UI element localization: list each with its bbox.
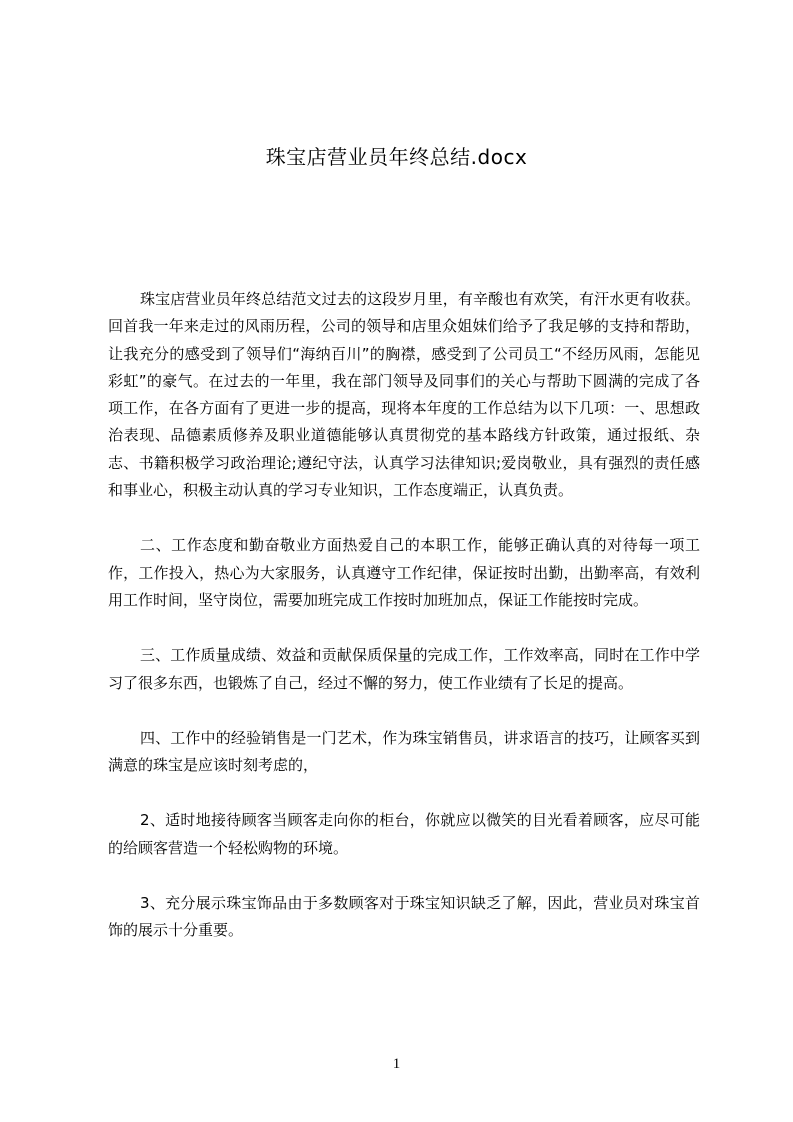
paragraph-work-attitude: 二、工作态度和勤奋敬业方面热爱自己的本职工作，能够正确认真的对待每一项工作，工作投入，热心为大家服务，认真遵守工作纪律，保证按时出勤，出勤率高，有效利用工作时间，坚守岗位，需要加班完成工作按时加班加点，保证工作能按时完成。 [108,536,700,609]
paragraph-greet-customers: 2、适时地接待顾客当顾客走向你的柜台，你就应以微笑的目光看着顾客，应尽可能的给顾客营造一个轻松购物的环境。 [108,811,700,857]
paragraph-work-experience: 四、工作中的经验销售是一门艺术，作为珠宝销售员，讲求语言的技巧，让顾客买到满意的珠宝是应该时刻考虑的， [108,728,700,775]
document-body [108,286,700,973]
page-number: 1 [392,1056,401,1072]
paragraph-work-quality: 三、工作质量成绩、效益和贡献保质保量的完成工作，工作效率高，同时在工作中学习了很多东西，也锻炼了自己，经过不懈的努力，使工作业绩有了长足的提高。 [108,646,700,692]
paragraph-intro: 珠宝店营业员年终总结范文过去的这段岁月里，有辛酸也有欢笑，有汗水更有收获。回首我一年来走过的风雨历程，公司的领导和店里众姐妹们给予了我足够的支持和帮助，让我充分的感受到了领导们“海纳百川”的胸襟，感受到了公司员工“不经历风雨，怎能见彩虹”的豪气。在过去的一年里，我在部门领导及同事们的关心与帮助下圆满的完成了各项工作，在各方面有了更进一步的提高，现将本年度的工作总结为以下几项：一、思想政治表现、品德素质修养及职业道德能够认真贯彻党的基本路线方针政策，通过报纸、杂志、书籍积极学习政治理论;遵纪守法，认真学习法律知识;爱岗敬业，具有强烈的责任感和事业心，积极主动认真的学习专业知识，工作态度端正，认真负责。 [108,290,700,500]
document-title: 珠宝店营业员年终总结.docx [265,145,528,169]
paragraph-display-jewelry: 3、充分展示珠宝饰品由于多数顾客对于珠宝知识缺乏了解，因此，营业员对珠宝首饰的展示十分重要。 [108,894,700,940]
